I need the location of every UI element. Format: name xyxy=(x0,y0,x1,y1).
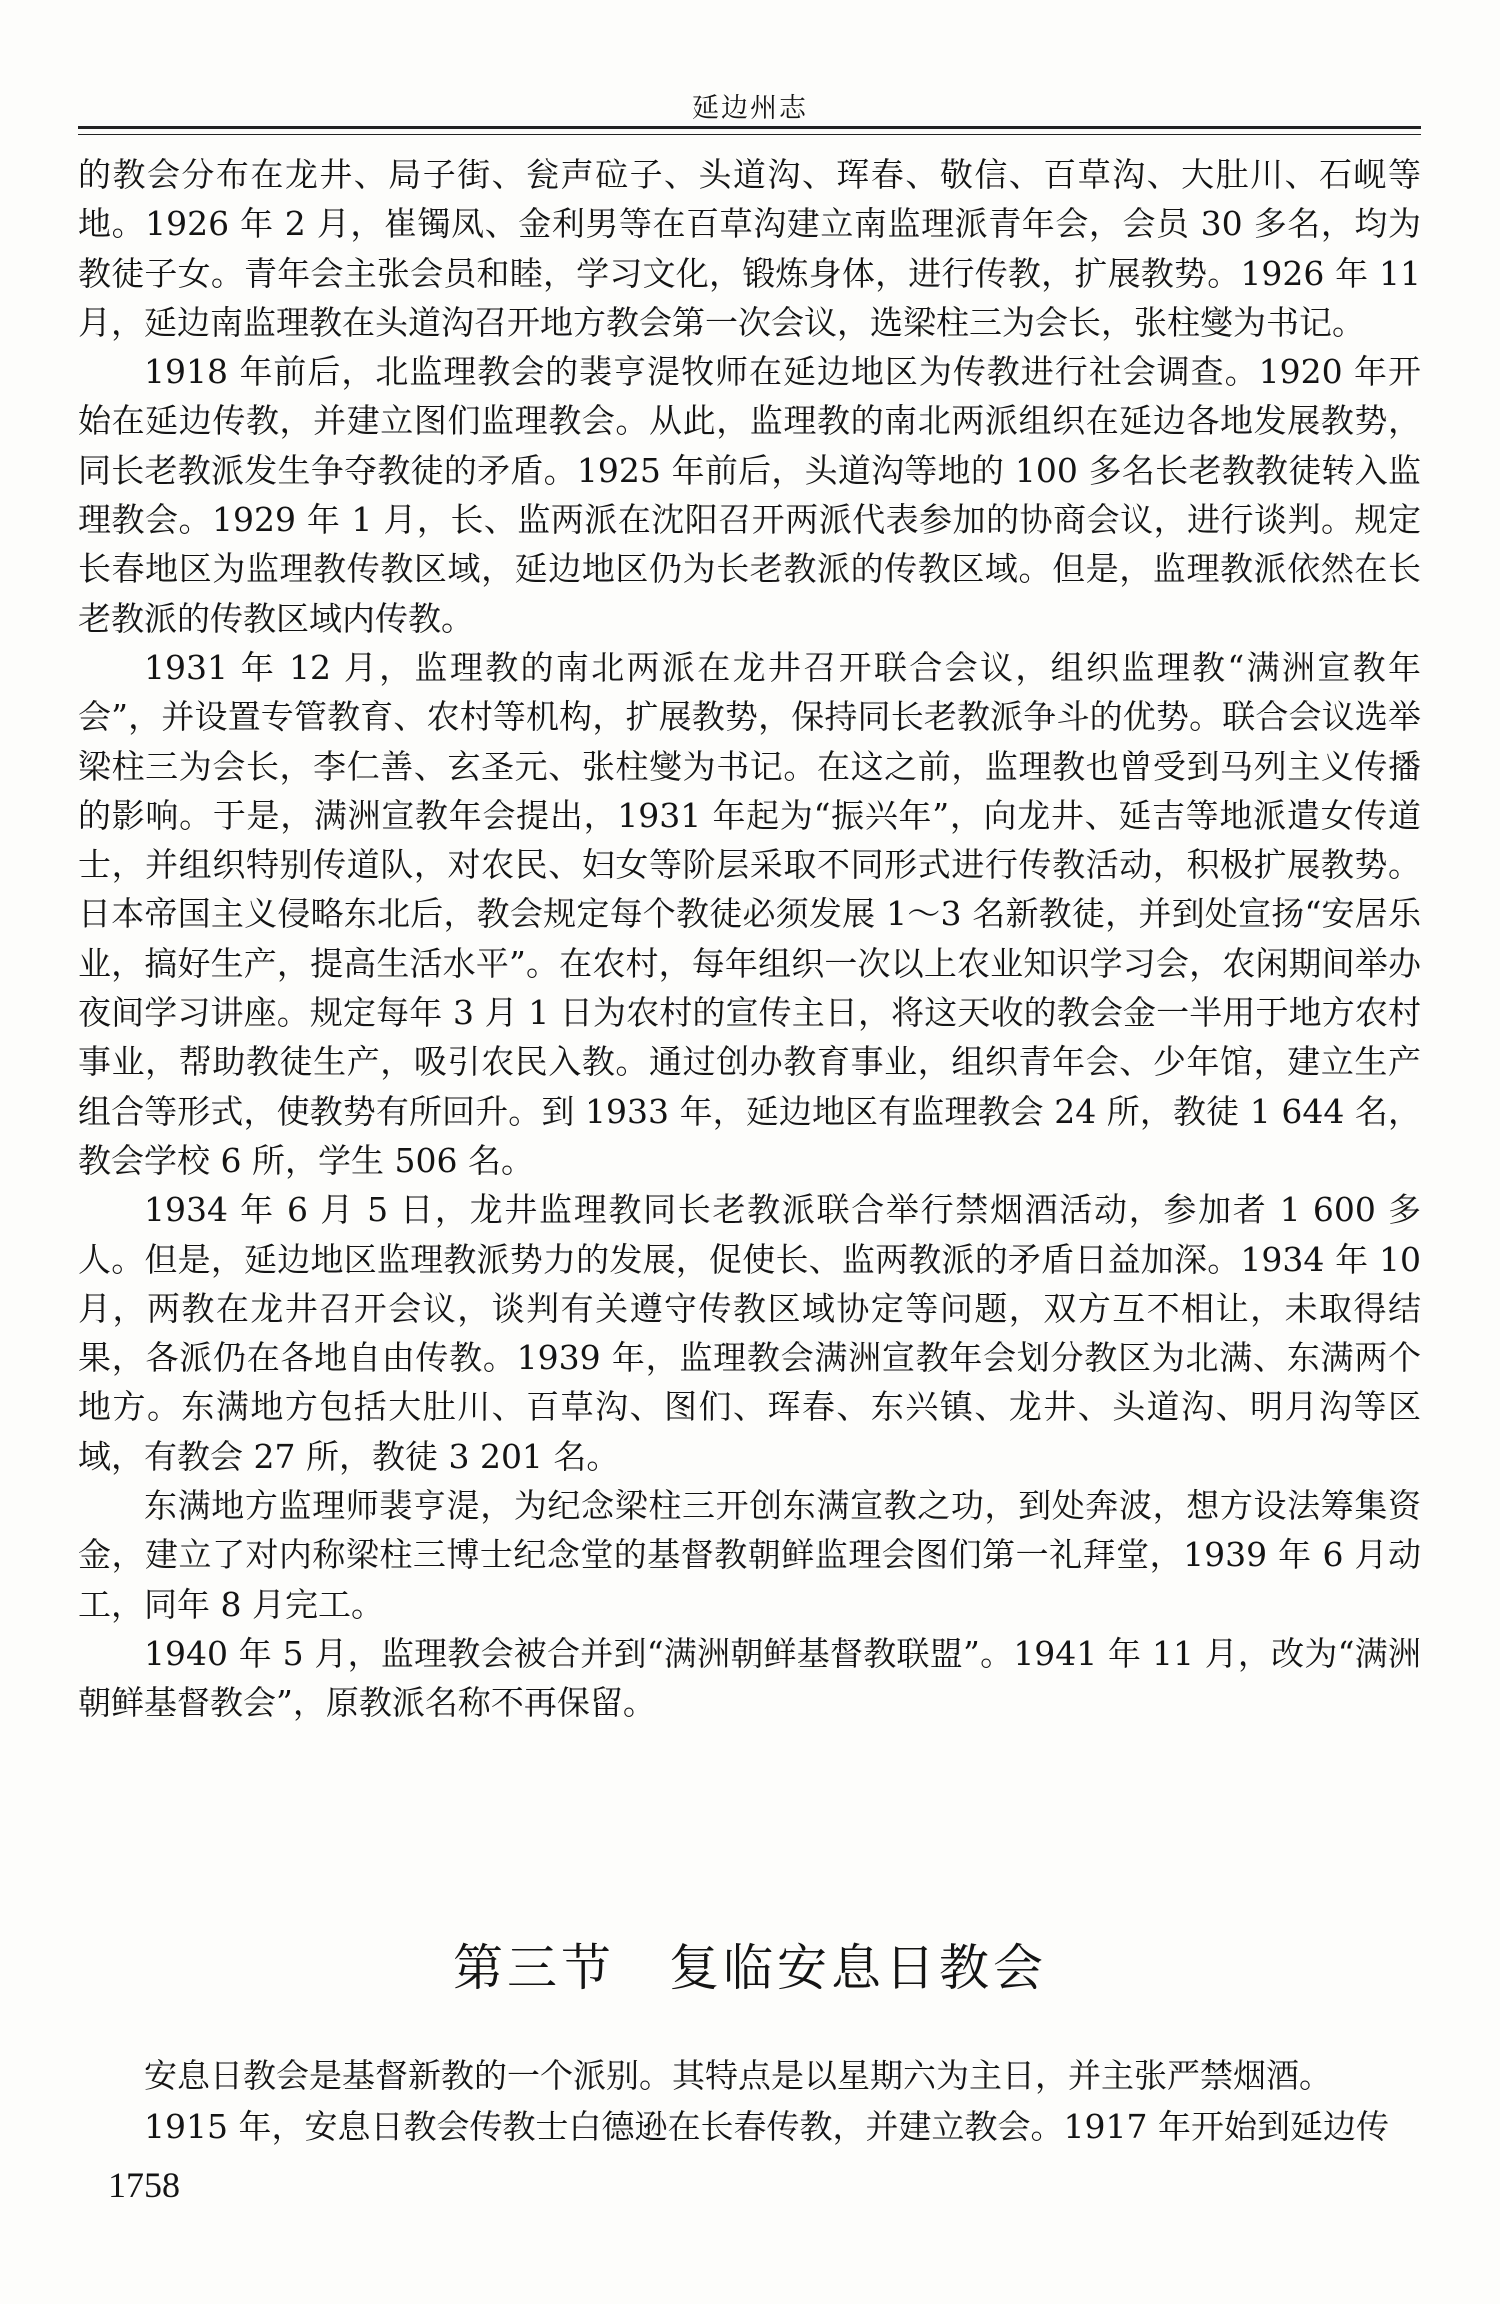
paragraph: 的教会分布在龙井、局子街、瓮声砬子、头道沟、珲春、敬信、百草沟、大肚川、石岘等地。1926 年 2 月，崔镯凤、金利男等在百草沟建立南监理派青年会，会员 30 多名，均为教徒子女。青年会主张会员和睦，学习文化，锻炼身体，进行传教，扩展教势。1926 年 11 月，延边南监理教在头道沟召开地方教会第一次会议，选梁柱三为会长，张柱燮为书记。 xyxy=(78,155,1422,342)
header-rule-thick xyxy=(78,126,1421,129)
page-number: 1758 xyxy=(108,2165,180,2205)
main-text xyxy=(78,150,1421,1728)
paragraph: 1934 年 6 月 5 日，龙井监理教同长老教派联合举行禁烟酒活动，参加者 1 600 多人。但是，延边地区监理教派势力的发展，促使长、监两教派的矛盾日益加深。1934 年 10 月，两教在龙井召开会议，谈判有关遵守传教区域协定等问题，双方互不相让，未取得结果，各派仍在各地自由传教。1939 年，监理教会满洲宣教年会划分教区为北满、东满两个地方。东满地方包括大肚川、百草沟、图们、珲春、东兴镇、龙井、头道沟、明月沟等区域，有教会 27 所，教徒 3 201 名。 xyxy=(78,1190,1422,1476)
paragraph: 安息日教会是基督新教的一个派别。其特点是以星期六为主日，并主张严禁烟酒。 xyxy=(144,2056,1332,2095)
paragraph: 1940 年 5 月，监理教会被合并到“满洲朝鲜基督教联盟”。1941 年 11 月，改为“满洲朝鲜基督教会”，原教派名称不再保留。 xyxy=(78,1633,1421,1723)
paragraph: 1918 年前后，北监理教会的裴亨湜牧师在延边地区为传教进行社会调查。1920 年开始在延边传教，并建立图们监理教会。从此，监理教的南北两派组织在延边各地发展教势，同长老教派发生争夺教徒的矛盾。1925 年前后，头道沟等地的 100 多名长老教教徒转入监理教会。1929 年 1 月，长、监两派在沈阳召开两派代表参加的协商会议，进行谈判。规定长春地区为监理教传教区域，延边地区仍为长老教派的传教区域。但是，监理教派依然在长老教派的传教区域内传教。 xyxy=(78,352,1421,638)
paragraph: 1915 年，安息日教会传教士白德逊在长春传教，并建立教会。1917 年开始到延边传 xyxy=(144,2107,1389,2146)
running-head: 延边州志 xyxy=(692,93,808,124)
header-rule-thin xyxy=(78,134,1421,135)
section-title: 第三节 复临安息日教会 xyxy=(453,1939,1047,1997)
paragraph: 东满地方监理师裴亨湜，为纪念梁柱三开创东满宣教之功，到处奔波，想方设法筹集资金，建立了对内称梁柱三博士纪念堂的基督教朝鲜监理会图们第一礼拜堂，1939 年 6 月动工，同年 8 月完工。 xyxy=(78,1486,1421,1624)
section-text xyxy=(78,2050,1421,2152)
paragraph: 1931 年 12 月，监理教的南北两派在龙井召开联合会议，组织监理教“满洲宣教年会”，并设置专管教育、农村等机构，扩展教势，保持同长老教派争斗的优势。联合会议选举梁柱三为会长，李仁善、玄圣元、张柱燮为书记。在这之前，监理教也曾受到马列主义传播的影响。于是，满洲宣教年会提出，1931 年起为“振兴年”，向龙井、延吉等地派遣女传道士，并组织特别传道队，对农民、妇女等阶层采取不同形式进行传教活动，积极扩展教势。日本帝国主义侵略东北后，教会规定每个教徒必须发展 1～3 名新教徒，并到处宣扬“安居乐业，搞好生产，提高生活水平”。在农村，每年组织一次以上农业知识学习会，农闲期间举办夜间学习讲座。规定每年 3 月 1 日为农村的宣传主日，将这天收的教会金一半用于地方农村事业，帮助教徒生产，吸引农民入教。通过创办教育事业，组织青年会、少年馆，建立生产组合等形式，使教势有所回升。到 1933 年，延边地区有监理教会 24 所，教徒 1 644 名，教会学校 6 所，学生 506 名。 xyxy=(78,647,1421,1180)
